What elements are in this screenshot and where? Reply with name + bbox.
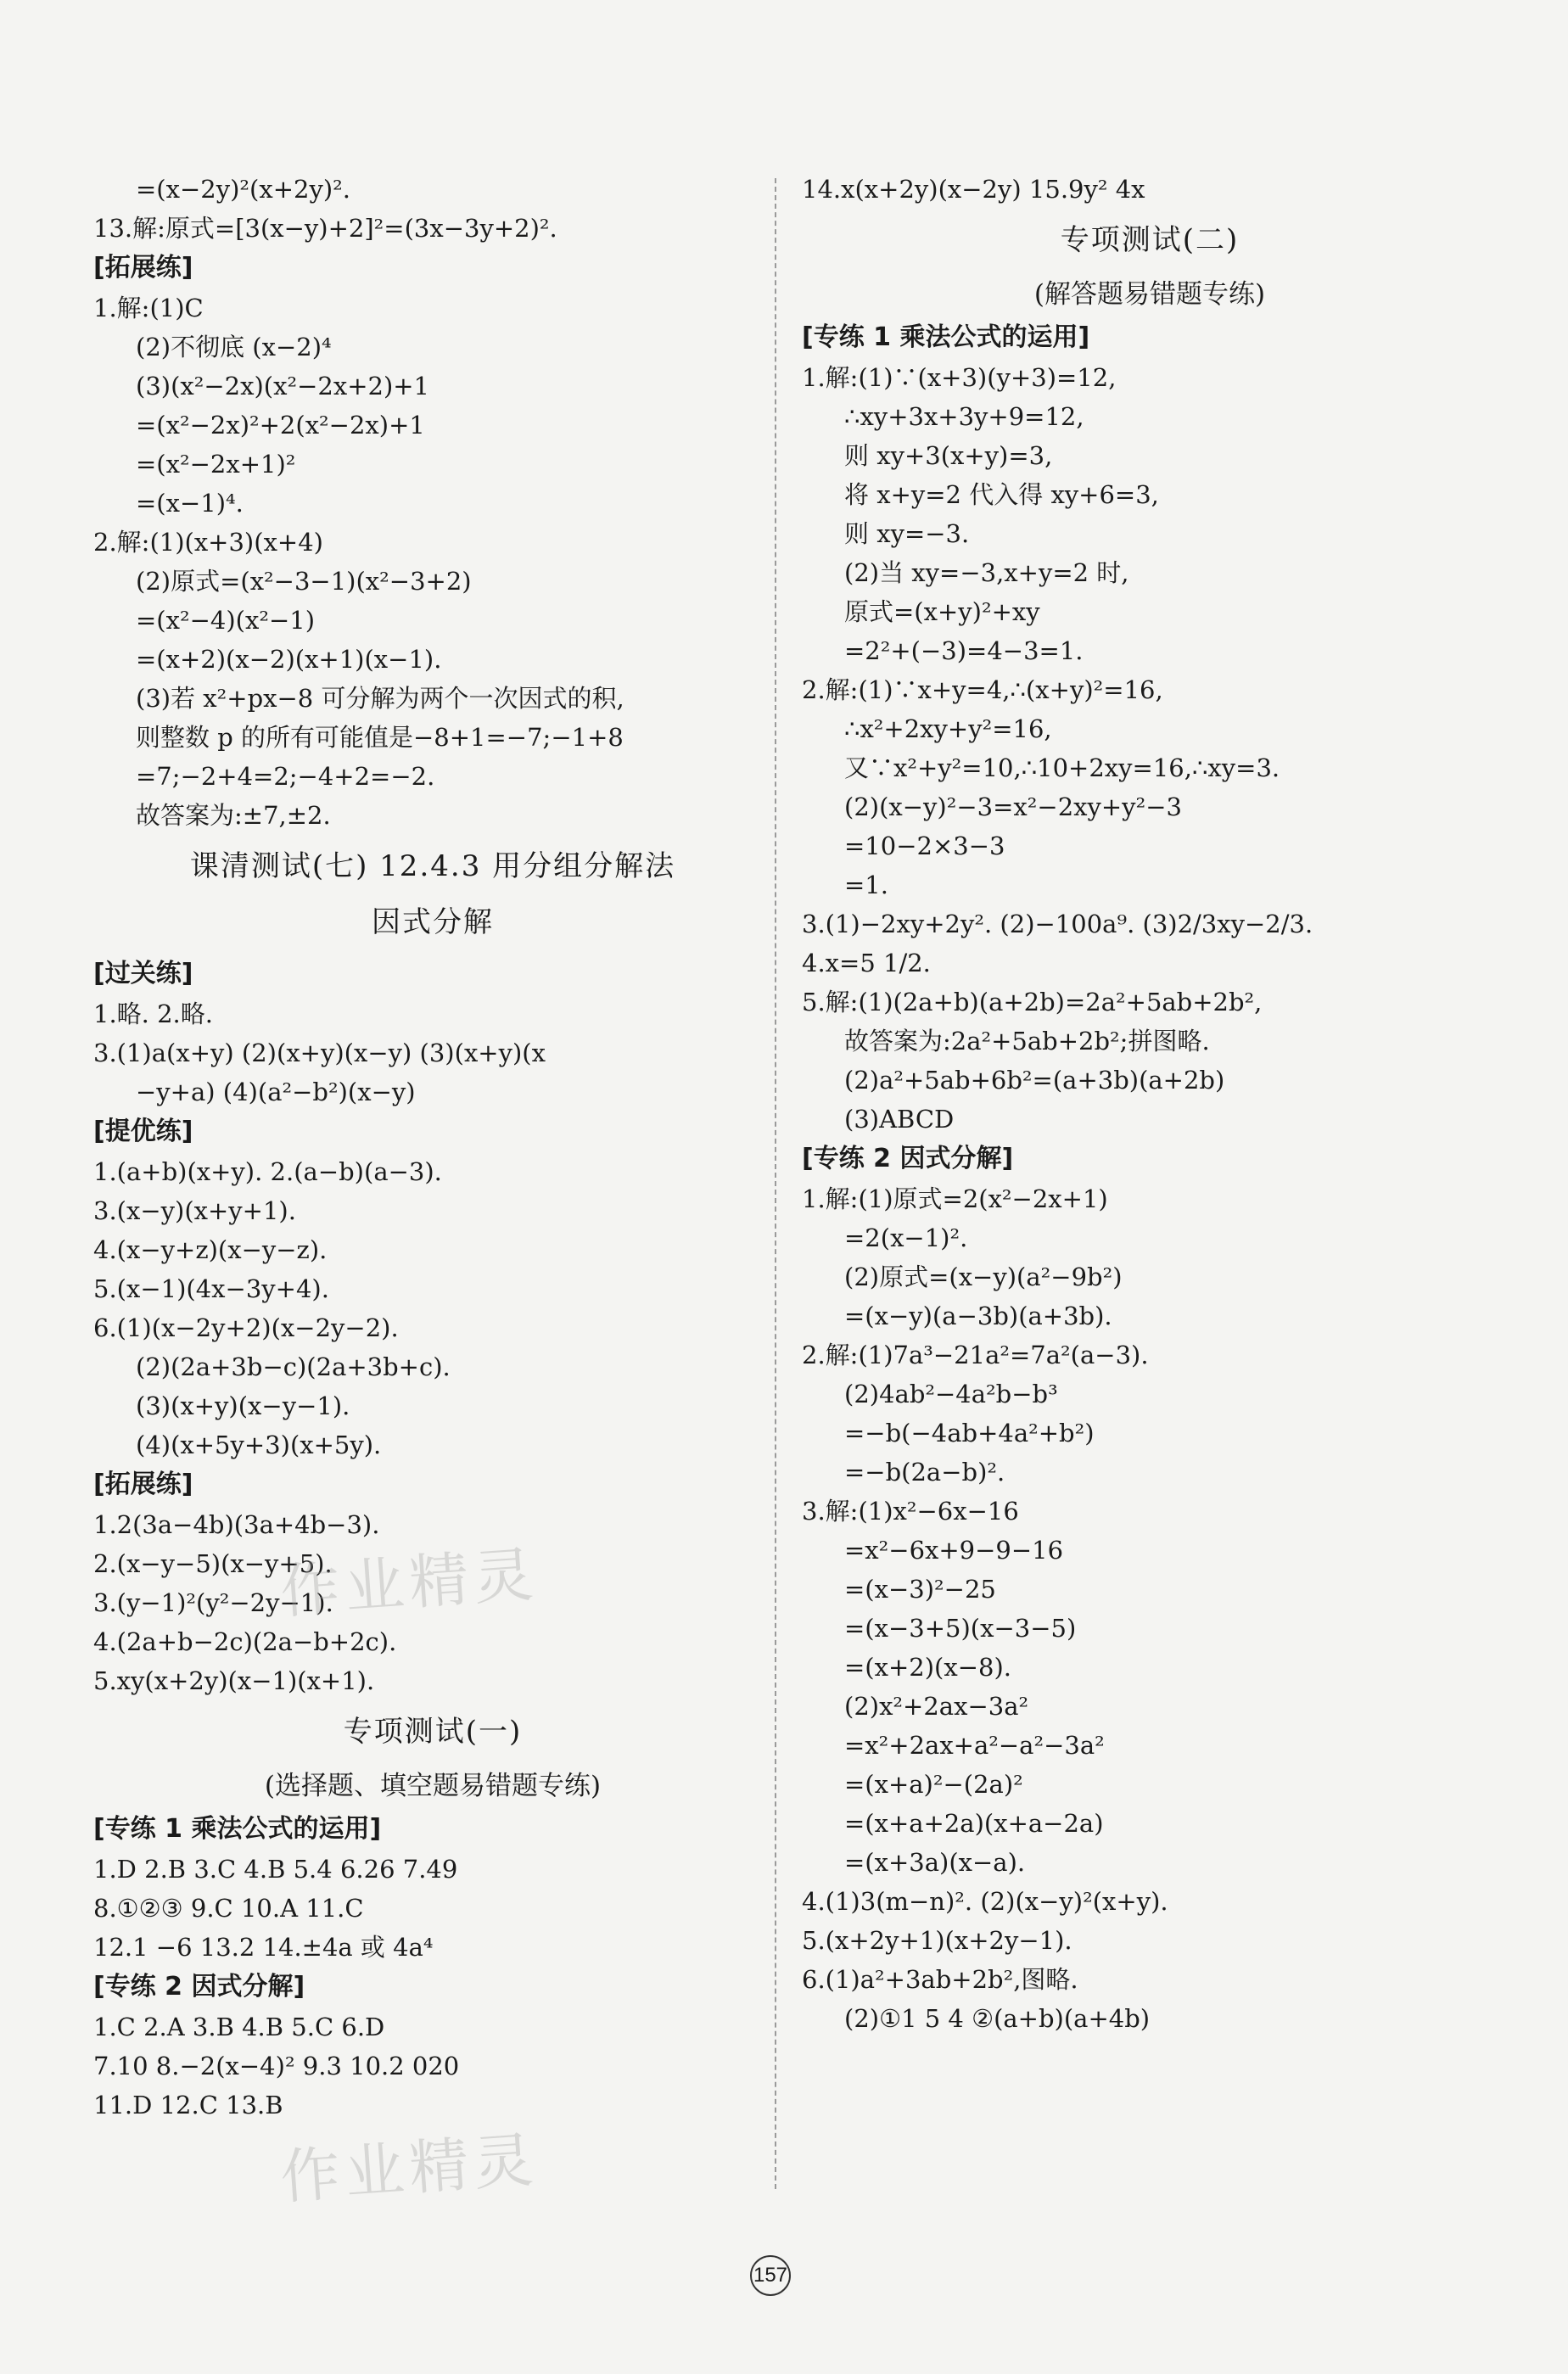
answer-line: 1.解:(1)∵(x+3)(y+3)=12, [802, 363, 1117, 392]
section-subtitle: (解答题易错题专练) [1033, 279, 1266, 310]
answer-line: =(x−3)²−25 [844, 1575, 996, 1604]
answer-line: 7.10 8.−2(x−4)² 9.3 10.2 020 [93, 2052, 460, 2080]
answer-line: 13.解:原式=[3(x−y)+2]²=(3x−3y+2)². [93, 214, 557, 243]
answer-line: (3)(x²−2x)(x²−2x+2)+1 [136, 372, 430, 400]
answer-line: 2.解:(1)∵x+y=4,∴(x+y)²=16, [802, 675, 1163, 704]
answer-line: 1.略. 2.略. [93, 999, 213, 1028]
answer-line: =(x²−2x+1)² [136, 450, 296, 479]
answer-line: 1.D 2.B 3.C 4.B 5.4 6.26 7.49 [93, 1855, 458, 1884]
answer-line: =(x²−2x)²+2(x²−2x)+1 [136, 411, 425, 440]
left-column [93, 170, 772, 2125]
section-title: 课清测试(七) 12.4.3 用分组分解法 [189, 849, 676, 883]
answer-line: =(x−3+5)(x−3−5) [844, 1614, 1077, 1643]
answer-line: (3)(x+y)(x−y−1). [136, 1391, 350, 1420]
watermark: 作业精灵 [277, 2125, 540, 2213]
answer-line: 1.2(3a−4b)(3a+4b−3). [93, 1510, 380, 1539]
answer-line: =x²−6x+9−9−16 [844, 1536, 1064, 1565]
answer-line: 6.(1)a²+3ab+2b²,图略. [802, 1965, 1078, 1994]
answer-line: −y+a) (4)(a²−b²)(x−y) [136, 1078, 416, 1106]
answer-line: 6.(1)(x−2y+2)(x−2y−2). [93, 1313, 399, 1342]
section-title: 专项测试(二) [1060, 223, 1240, 257]
answer-line: 5.(x+2y+1)(x+2y−1). [802, 1926, 1072, 1955]
answer-line: 5.解:(1)(2a+b)(a+2b)=2a²+5ab+2b², [802, 988, 1263, 1016]
answer-line: (2)(2a+3b−c)(2a+3b+c). [136, 1352, 451, 1381]
answer-line: 11.D 12.C 13.B [93, 2091, 283, 2119]
answer-line: 3.(x−y)(x+y+1). [93, 1196, 296, 1225]
answer-line: 将 x+y=2 代入得 xy+6=3, [844, 480, 1159, 509]
section-heading: [专练 1 乘法公式的运用] [802, 322, 1090, 352]
answer-line: (2)当 xy=−3,x+y=2 时, [844, 558, 1129, 587]
answer-line: 又∵x²+y²=10,∴10+2xy=16,∴xy=3. [844, 753, 1280, 782]
answer-line: 4.x=5 1/2. [802, 949, 931, 977]
answer-line: =1. [844, 871, 888, 899]
section-subtitle: (选择题、填空题易错题专练) [264, 1771, 602, 1801]
answer-line: =−b(2a−b)². [844, 1458, 1005, 1487]
answer-line: =2²+(−3)=4−3=1. [844, 636, 1084, 665]
answer-line: 3.(y−1)²(y²−2y−1). [93, 1588, 333, 1617]
answer-line: 1.(a+b)(x+y). 2.(a−b)(a−3). [93, 1157, 442, 1186]
answer-line: =7;−2+4=2;−4+2=−2. [136, 762, 435, 791]
answer-line: 3.(1)−2xy+2y². (2)−100a⁹. (3)2/3xy−2/3. [802, 910, 1313, 938]
answer-line: 故答案为:±7,±2. [136, 801, 331, 830]
answer-line: =−b(−4ab+4a²+b²) [844, 1419, 1095, 1447]
section-heading: [过关练] [93, 959, 193, 988]
answer-line: (4)(x+5y+3)(x+5y). [136, 1431, 382, 1459]
answer-line: (2)x²+2ax−3a² [844, 1692, 1029, 1721]
section-title: 因式分解 [372, 905, 494, 939]
answer-line: 3.解:(1)x²−6x−16 [802, 1497, 1019, 1526]
answer-line: (2)a²+5ab+6b²=(a+3b)(a+2b) [844, 1066, 1225, 1095]
answer-line: (2)原式=(x²−3−1)(x²−3+2) [136, 567, 472, 596]
answer-line: (2)①1 5 4 ②(a+b)(a+4b) [844, 2004, 1151, 2033]
answer-line: ∴xy+3x+3y+9=12, [844, 402, 1084, 431]
answer-line: 5.xy(x+2y)(x−1)(x+1). [93, 1666, 375, 1695]
answer-line: 则 xy+3(x+y)=3, [844, 441, 1053, 470]
section-heading: [拓展练] [93, 1470, 193, 1499]
answer-line: 则 xy=−3. [844, 519, 970, 548]
answer-line: 2.解:(1)7a³−21a²=7a²(a−3). [802, 1341, 1149, 1369]
answer-line: (2)4ab²−4a²b−b³ [844, 1380, 1058, 1408]
answer-line: =(x−2y)²(x+2y)². [136, 175, 350, 204]
answer-line: 原式=(x+y)²+xy [844, 597, 1040, 626]
answer-line: 12.1 −6 13.2 14.±4a 或 4a⁴ [93, 1933, 434, 1962]
answer-line: 2.解:(1)(x+3)(x+4) [93, 528, 323, 557]
answer-line: =2(x−1)². [844, 1223, 968, 1252]
answer-line: 4.(1)3(m−n)². (2)(x−y)²(x+y). [802, 1887, 1168, 1916]
answer-line: 1.C 2.A 3.B 4.B 5.C 6.D [93, 2013, 385, 2041]
answer-line: 3.(1)a(x+y) (2)(x+y)(x−y) (3)(x+y)(x [93, 1039, 546, 1067]
section-heading: [拓展练] [93, 253, 193, 283]
section-heading: [专练 1 乘法公式的运用] [93, 1814, 382, 1844]
section-heading: [专练 2 因式分解] [802, 1144, 1014, 1173]
section-heading: [专练 2 因式分解] [93, 1972, 305, 2002]
page-number: 157 [750, 2255, 791, 2296]
section-title: 专项测试(一) [343, 1715, 523, 1749]
answer-line: 2.(x−y−5)(x−y+5). [93, 1549, 333, 1578]
answer-line: 1.解:(1)C [93, 294, 204, 322]
answer-line: =(x+3a)(x−a). [844, 1848, 1026, 1877]
answer-line: =(x+2)(x−8). [844, 1653, 1011, 1682]
answer-line: 5.(x−1)(4x−3y+4). [93, 1274, 329, 1303]
answer-line: =(x+a)²−(2a)² [844, 1770, 1023, 1799]
answer-line: =(x−1)⁴. [136, 489, 244, 518]
answer-line: (3)若 x²+px−8 可分解为两个一次因式的积, [136, 684, 624, 713]
answer-line: =(x+2)(x−2)(x+1)(x−1). [136, 645, 442, 674]
answer-line: 14.x(x+2y)(x−2y) 15.9y² 4x [802, 175, 1145, 204]
column-divider [775, 178, 776, 2189]
answer-line: =10−2×3−3 [844, 831, 1005, 860]
answer-line: 4.(2a+b−2c)(2a−b+2c). [93, 1627, 397, 1656]
right-column [802, 170, 1498, 2038]
answer-line: (2)原式=(x−y)(a²−9b²) [844, 1263, 1123, 1291]
answer-line: 4.(x−y+z)(x−y−z). [93, 1235, 328, 1264]
answer-line: =(x+a+2a)(x+a−2a) [844, 1809, 1104, 1838]
answer-line: 则整数 p 的所有可能值是−8+1=−7;−1+8 [136, 723, 624, 752]
answer-line: =(x²−4)(x²−1) [136, 606, 316, 635]
section-heading: [提优练] [93, 1117, 193, 1146]
answer-line: ∴x²+2xy+y²=16, [844, 714, 1052, 743]
answer-line: 8.①②③ 9.C 10.A 11.C [93, 1894, 364, 1923]
answer-line: =x²+2ax+a²−a²−3a² [844, 1731, 1105, 1760]
watermark: 作业精灵 [277, 1539, 540, 1627]
answer-line: =(x−y)(a−3b)(a+3b). [844, 1302, 1112, 1330]
answer-line: 1.解:(1)原式=2(x²−2x+1) [802, 1184, 1108, 1213]
answer-line: (2)不彻底 (x−2)⁴ [136, 333, 332, 361]
answer-line: 故答案为:2a²+5ab+2b²;拼图略. [844, 1027, 1210, 1055]
answer-line: (3)ABCD [844, 1105, 955, 1134]
answer-line: (2)(x−y)²−3=x²−2xy+y²−3 [844, 792, 1182, 821]
